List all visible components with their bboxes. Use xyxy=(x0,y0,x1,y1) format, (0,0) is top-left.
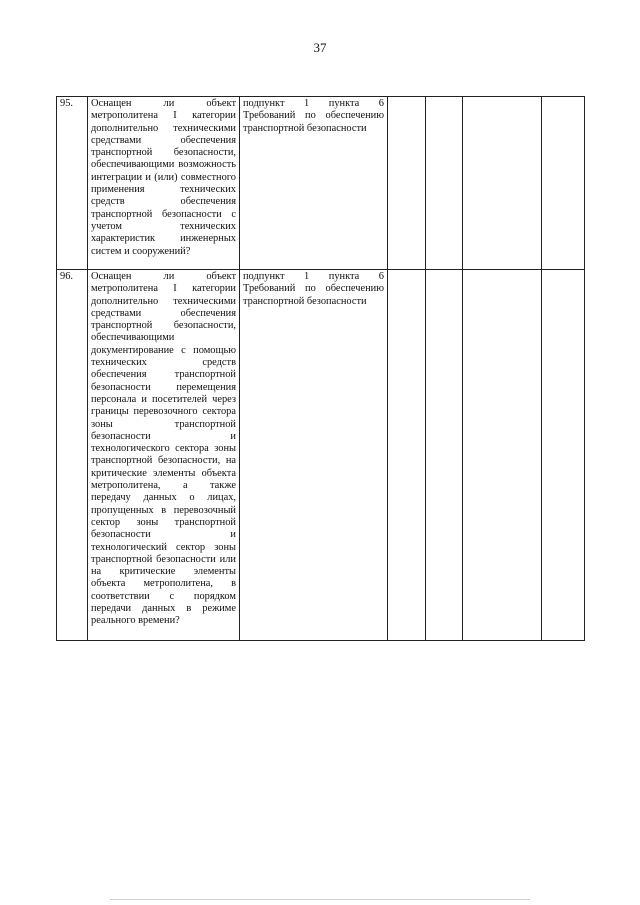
page-number: 37 xyxy=(313,40,327,55)
legal-reference: подпункт 1 пункта 6 Требований по обеспечению транспортной безопасности xyxy=(240,97,388,270)
requirement-question: Оснащен ли объект метрополитена I категории дополнительно техническими средствами обеспечения транспортной безопасности, обеспечивающими возможность интеграции и (или) совместного применения технических средств обеспечения транспортной безопасности с учетом технических характеристик инженерных систем и сооружений? xyxy=(88,97,240,270)
answer-cell xyxy=(388,270,426,641)
legal-reference: подпункт 1 пункта 6 Требований по обеспечению транспортной безопасности xyxy=(240,270,388,641)
answer-cell xyxy=(388,97,426,270)
table-row xyxy=(57,270,585,641)
answer-cell xyxy=(463,97,542,270)
row-number: 95. xyxy=(57,97,88,270)
answer-cell xyxy=(426,97,463,270)
requirement-question: Оснащен ли объект метрополитена I категории дополнительно техническими средствами обеспечения транспортной безопасности, обеспечивающими документирование с помощью технических средств обеспечения транспортной безопасности перемещения персонала и посетителей через границы перевозочного сектора зоны транспортной безопасности и технологического сектора зоны транспортной безопасности, на критические элементы объекта метрополитена, а также передачу данных о лицах, пропущенных в перевозочный сектор зоны транспортной безопасности и технологический сектор зоны транспортной безопасности или на критические элементы объекта метрополитена, в соответствии с порядком передачи данных в режиме реального времени? xyxy=(88,270,240,641)
scan-edge-line xyxy=(110,899,530,900)
answer-cell xyxy=(542,97,585,270)
answer-cell xyxy=(463,270,542,641)
table-row xyxy=(57,97,585,270)
answer-cell xyxy=(426,270,463,641)
answer-cell xyxy=(542,270,585,641)
checklist-table xyxy=(56,96,585,641)
row-number: 96. xyxy=(57,270,88,641)
